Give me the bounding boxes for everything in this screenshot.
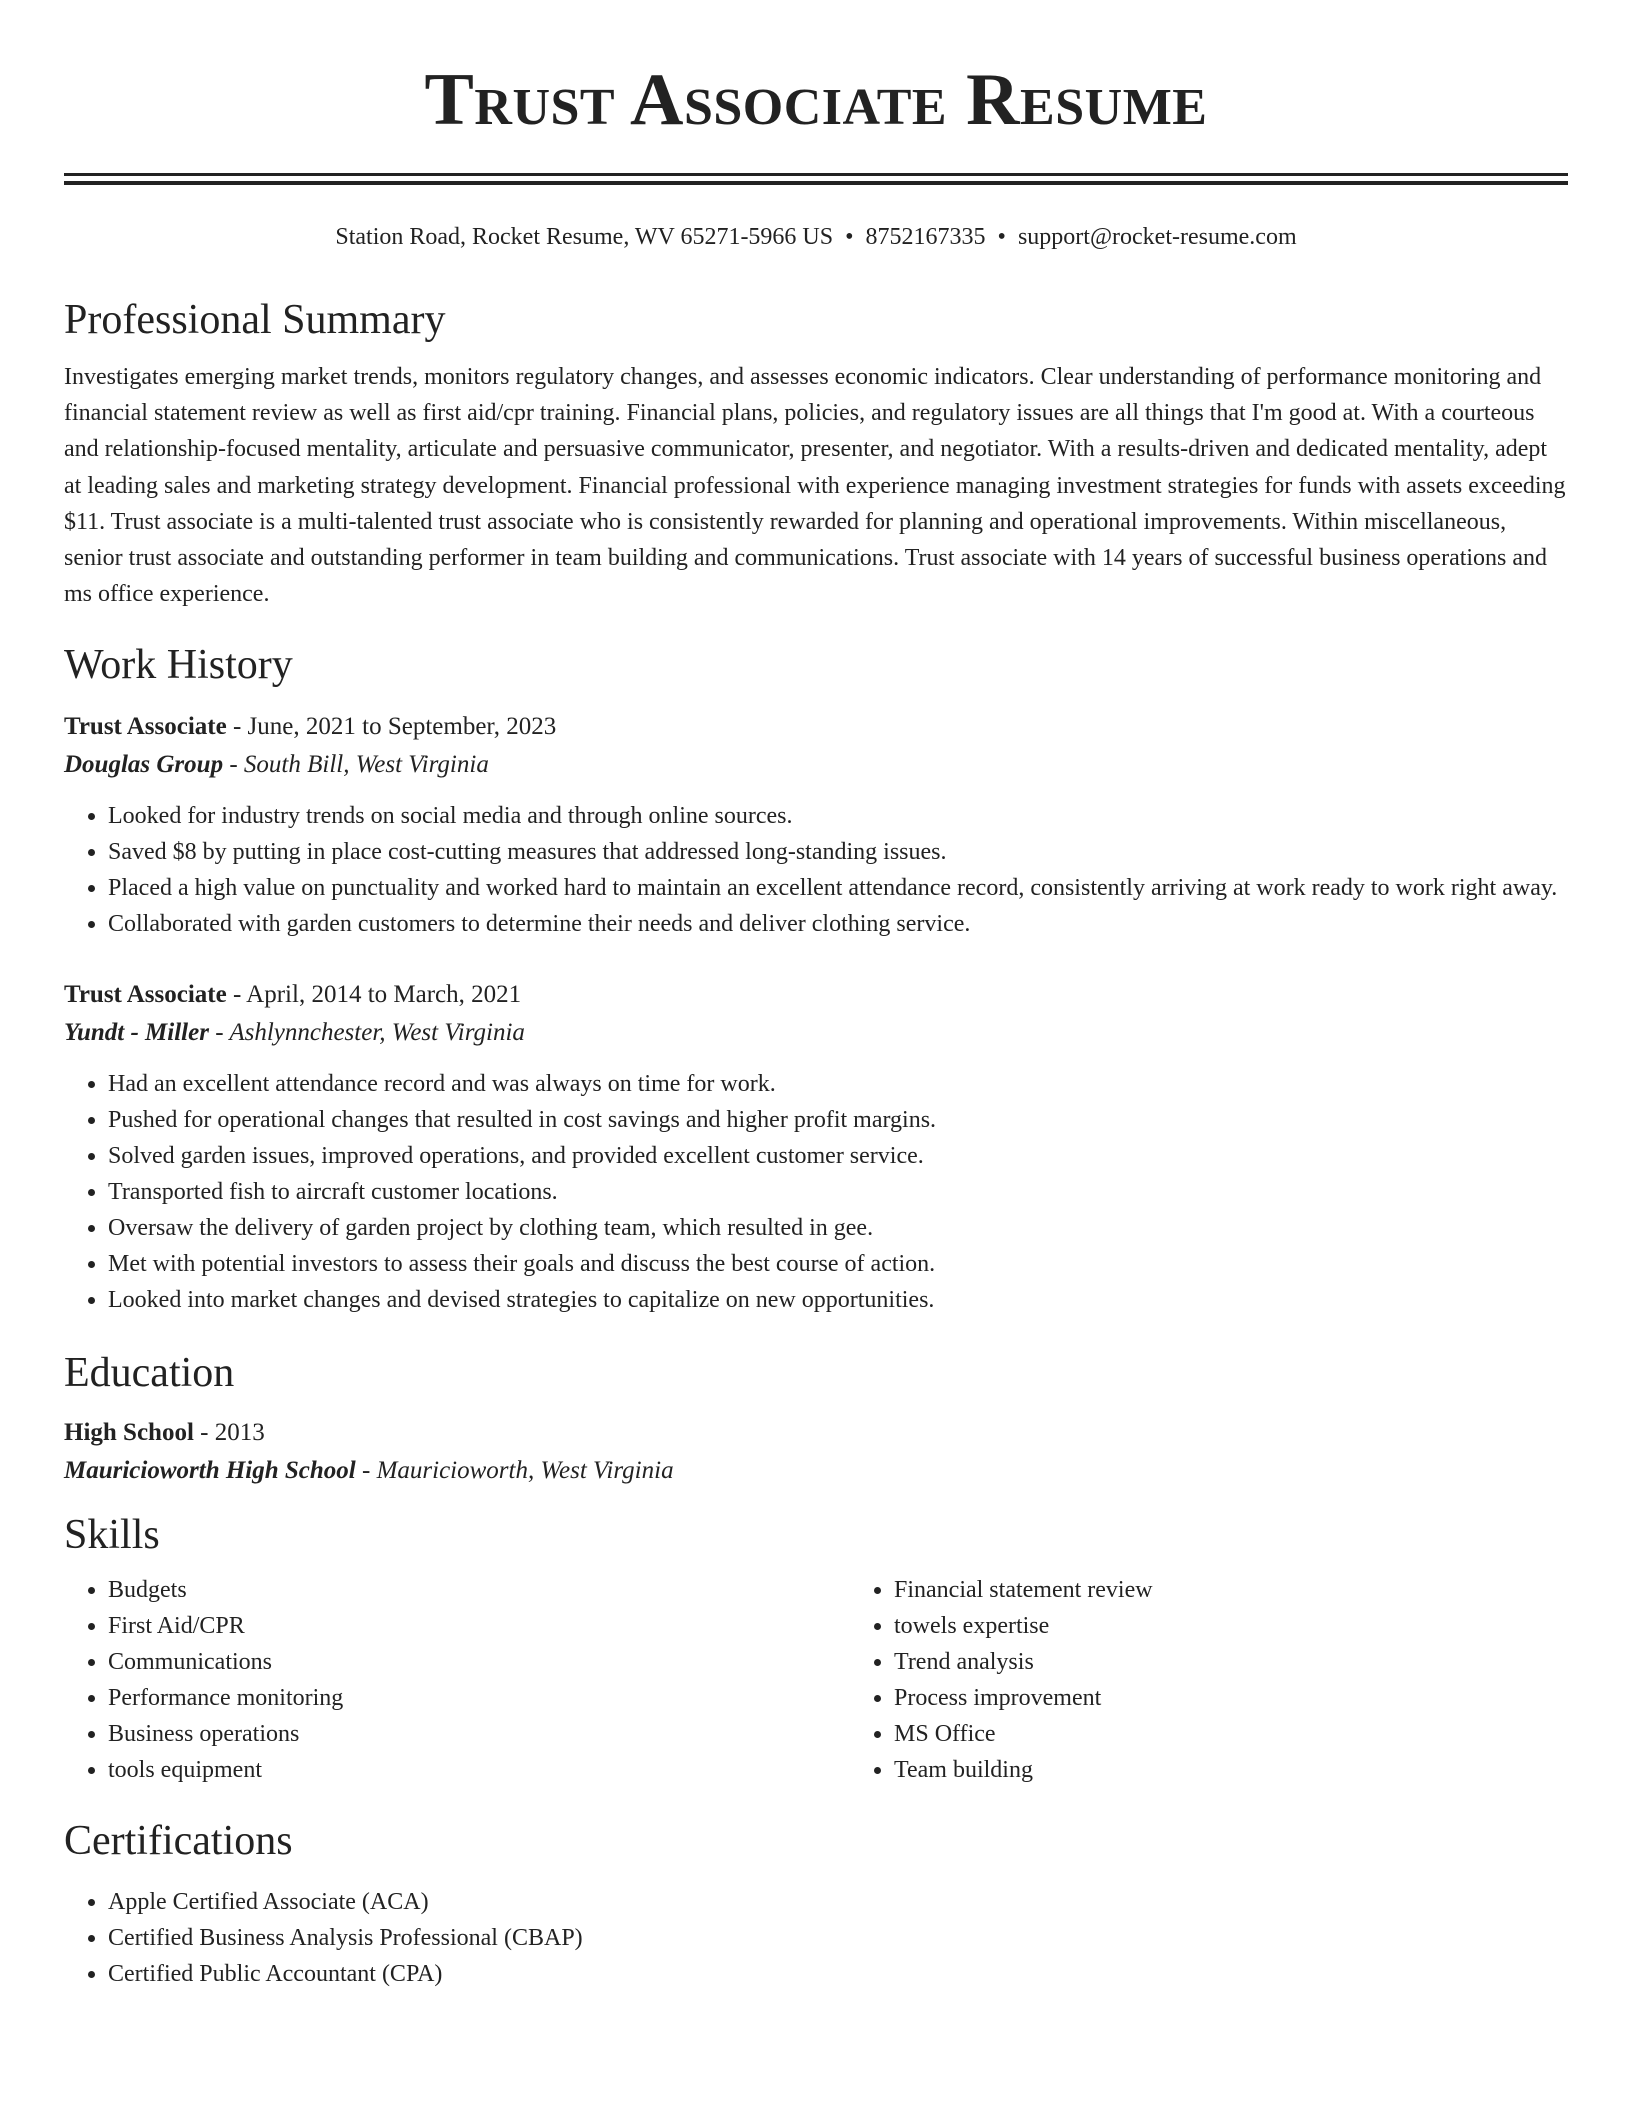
education-degree: High School bbox=[64, 1419, 194, 1447]
job-location: - Ashlynnchester, West Virginia bbox=[208, 1019, 525, 1047]
skill-item: • Performance monitoring bbox=[108, 1680, 850, 1716]
skill-item: • Budgets bbox=[108, 1572, 850, 1608]
contact-line bbox=[64, 221, 1568, 253]
skill-item: • Team building bbox=[894, 1752, 1632, 1788]
skill-item: • Process improvement bbox=[894, 1680, 1632, 1716]
job-entry bbox=[64, 976, 1568, 1318]
job-company-line bbox=[64, 746, 1568, 784]
job-bullet: • Saved $8 by putting in place cost-cutting measures that addressed long-standing issues. bbox=[108, 834, 1568, 870]
section-heading-work: Work History bbox=[64, 642, 293, 689]
job-bullet: • Placed a high value on punctuality and worked hard to maintain an excellent attendance record, consistently arriving at work ready to work right away. bbox=[108, 870, 1568, 906]
job-bullet: • Met with potential investors to assess their goals and discuss the best course of action. bbox=[108, 1246, 1568, 1282]
job-bullet: • Looked for industry trends on social media and through online sources. bbox=[108, 798, 1568, 834]
skill-item: • Business operations bbox=[108, 1716, 850, 1752]
skills-columns bbox=[64, 1572, 1568, 1788]
summary-section bbox=[64, 295, 1568, 612]
certification-item: • Certified Business Analysis Professional (CBAP) bbox=[108, 1920, 1568, 1956]
job-bullet: • Solved garden issues, improved operations, and provided excellent customer service. bbox=[108, 1138, 1568, 1174]
title-divider-bottom bbox=[64, 181, 1568, 185]
job-bullet: • Pushed for operational changes that resulted in cost savings and higher profit margins. bbox=[108, 1102, 1568, 1138]
skill-item: • First Aid/CPR bbox=[108, 1608, 850, 1644]
job-company: Douglas Group bbox=[64, 751, 224, 779]
certification-item: • Apple Certified Associate (ACA) bbox=[108, 1884, 1568, 1920]
skill-item: • MS Office bbox=[894, 1716, 1632, 1752]
skills-list-left bbox=[64, 1572, 850, 1788]
contact-separator: • bbox=[845, 224, 854, 250]
job-location: - South Bill, West Virginia bbox=[223, 751, 489, 779]
job-company-line bbox=[64, 1014, 1568, 1052]
skills-list-right bbox=[850, 1572, 1632, 1788]
contact-phone: 8752167335 bbox=[865, 224, 986, 250]
certification-item: • Certified Public Accountant (CPA) bbox=[108, 1956, 1568, 1992]
skill-item: • Financial statement review bbox=[894, 1572, 1632, 1608]
summary-text: Investigates emerging market trends, monitors regulatory changes, and assesses economic indicators. Clear understanding of performance monitoring and financial statement review as well as first aid/cpr training. Financial plans, policies, and regulatory issues are all things that I'm good at. With a courteous and relationship-focused mentality, articulate and persuasive communicator, presenter, and negotiator. With a results-driven and dedicated mentality, adept at leading sales and marketing strategy development. Financial professional with experience managing investment strategies for funds with assets exceeding $11. Trust associate is a multi-talented trust associate who is consistently rewarded for planning and operational improvements. Within miscellaneous, senior trust associate and outstanding performer in team building and communications. Trust associate with 14 years of successful business operations and ms office experience. bbox=[64, 364, 1566, 608]
education-entry bbox=[64, 1414, 1568, 1490]
job-company: Yundt - Miller bbox=[64, 1019, 209, 1047]
section-heading-summary: Professional Summary bbox=[64, 297, 446, 343]
contact-address: Station Road, Rocket Resume, WV 65271-5966 US bbox=[335, 224, 834, 250]
education-section bbox=[64, 1348, 1568, 1490]
skills-section bbox=[64, 1510, 1568, 1788]
job-bullet: • Oversaw the delivery of garden project by clothing team, which resulted in gee. bbox=[108, 1210, 1568, 1246]
job-dates: - April, 2014 to March, 2021 bbox=[226, 981, 522, 1009]
certifications-section bbox=[64, 1816, 1568, 1992]
job-title: Trust Associate bbox=[64, 981, 227, 1009]
skill-item: • tools equipment bbox=[108, 1752, 850, 1788]
job-bullet: • Looked into market changes and devised strategies to capitalize on new opportunities. bbox=[108, 1282, 1568, 1318]
skill-item: • Communications bbox=[108, 1644, 850, 1680]
education-location: - Mauricioworth, West Virginia bbox=[355, 1457, 674, 1485]
education-year: - 2013 bbox=[193, 1419, 265, 1447]
job-entry bbox=[64, 708, 1568, 942]
job-bullets bbox=[64, 1066, 1568, 1318]
education-degree-line bbox=[64, 1414, 1568, 1452]
section-heading-certifications: Certifications bbox=[64, 1818, 293, 1865]
job-bullet: • Transported fish to aircraft customer locations. bbox=[108, 1174, 1568, 1210]
resume-title: Trust Associate Resume bbox=[424, 59, 1208, 141]
title-divider-top bbox=[64, 173, 1568, 176]
education-school-line bbox=[64, 1452, 1568, 1490]
certifications-list bbox=[64, 1884, 1568, 1992]
section-heading-skills: Skills bbox=[64, 1512, 160, 1559]
job-title-line bbox=[64, 976, 1568, 1014]
job-title: Trust Associate bbox=[64, 713, 227, 741]
education-school: Mauricioworth High School bbox=[64, 1457, 356, 1485]
section-heading-education: Education bbox=[64, 1350, 235, 1397]
job-bullet: • Collaborated with garden customers to determine their needs and deliver clothing service. bbox=[108, 906, 1568, 942]
skill-item: • Trend analysis bbox=[894, 1644, 1632, 1680]
contact-separator: • bbox=[997, 224, 1006, 250]
job-bullet: • Had an excellent attendance record and was always on time for work. bbox=[108, 1066, 1568, 1102]
work-history-section bbox=[64, 640, 1568, 1318]
skill-item: • towels expertise bbox=[894, 1608, 1632, 1644]
job-dates: - June, 2021 to September, 2023 bbox=[226, 713, 557, 741]
job-bullets bbox=[64, 798, 1568, 942]
contact-email: support@rocket-resume.com bbox=[1017, 224, 1297, 250]
job-title-line bbox=[64, 708, 1568, 746]
